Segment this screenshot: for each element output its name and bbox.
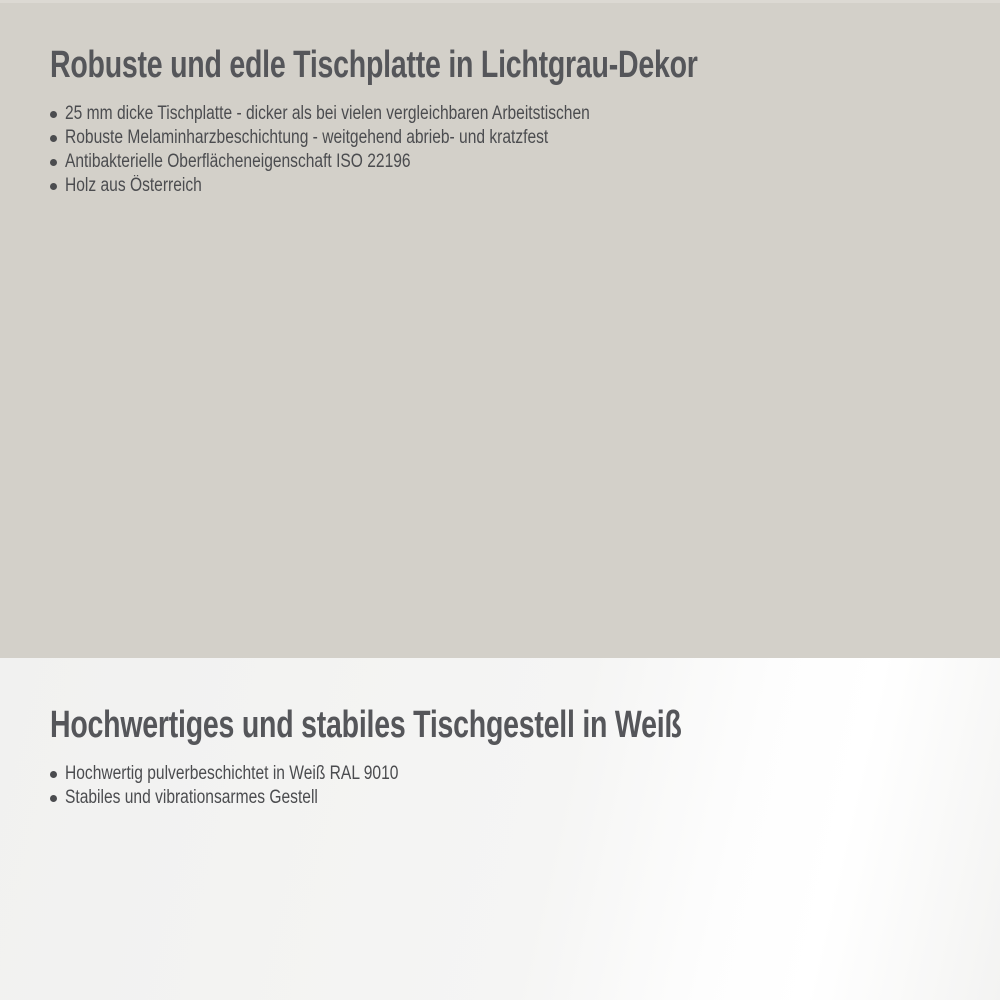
tabletop-feature-list (50, 102, 960, 198)
feature-item (50, 786, 960, 810)
feature-text: Antibakterielle Oberflächeneigenschaft ISO 22196 (65, 151, 411, 172)
bullet-dot-icon (50, 135, 57, 142)
feature-item (50, 126, 960, 150)
frame-feature-list (50, 762, 960, 810)
frame-section-heading: Hochwertiges und stabiles Tischgestell in Weiß (50, 704, 682, 746)
feature-text: Robuste Melaminharzbeschichtung - weitgehend abrieb- und kratzfest (65, 127, 549, 148)
bullet-dot-icon (50, 183, 57, 190)
feature-item (50, 174, 960, 198)
feature-item (50, 150, 960, 174)
feature-item (50, 762, 960, 786)
feature-item (50, 102, 960, 126)
feature-text: Hochwertig pulverbeschichtet in Weiß RAL 9010 (65, 763, 399, 784)
bullet-dot-icon (50, 795, 57, 802)
frame-section (0, 658, 1000, 1000)
feature-text: 25 mm dicke Tischplatte - dicker als bei vielen vergleichbaren Arbeitstischen (65, 103, 590, 124)
bullet-dot-icon (50, 111, 57, 118)
feature-text: Holz aus Österreich (65, 175, 202, 196)
feature-text: Stabiles und vibrationsarmes Gestell (65, 787, 318, 808)
tabletop-section-heading: Robuste und edle Tischplatte in Lichtgrau-Dekor (50, 44, 698, 86)
bullet-dot-icon (50, 771, 57, 778)
bullet-dot-icon (50, 159, 57, 166)
